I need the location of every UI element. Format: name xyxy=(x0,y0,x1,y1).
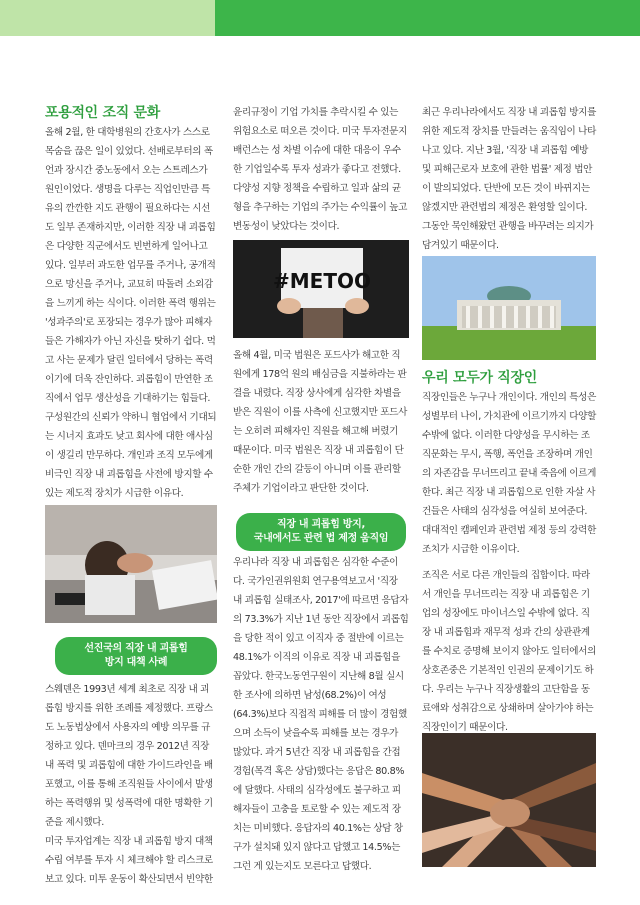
metoo-sign-text: #METOO xyxy=(273,269,371,293)
badge-line-2: 국내에서도 관련 법 제정 움직임 xyxy=(253,533,389,544)
column-2-mid xyxy=(233,346,409,498)
paragraph-intro: 올해 2월, 한 대학병원의 간호사가 스스로 목숨을 끊은 일이 있었다. 선배로부터의 폭언과 장시간 중노동에서 오는 스트레스가 원인이었다. 생명을 다루는 직업인만큼 특유의 깐깐한 지도 관행이 필요하다는 시선도 일부 존재하지만, 이러한 직장 내 괴롭힘은 다양한 직군에서도 빈번하게 일어나고 있다. 일부러 과도한 업무를 주거나, 공개적으로 망신을 주거나, 교묘히 따돌려 소외감을 느끼게 하는 식이다. 이러한 폭력 행위는 '성과주의'로 포장되는 경우가 많아 피해자들은 가해자가 아닌 자신을 탓하기 쉽다. 먹고 사는 문제가 달린 일터에서 당하는 폭력이기에 더욱 잔인하다. 괴롭힘이 만연한 조직에서 업무 생산성을 기대하기는 힘들다. 구성원간의 신뢰가 약하니 협업에서 기대되는 시너지 효과도 낮고 회사에 대한 애사심이 생길리 만무하다. 개인과 조직 모두에게 비극인 직장 내 괴롭힘을 사전에 방지할 수 있는 제도적 장치가 시급한 이유다. xyxy=(45,127,217,499)
paragraph-diversity: 직장인들은 누구나 개인이다. 개인의 특성은 성별부터 나이, 가치관에 이르기까지 다양할 수밖에 없다. 이러한 다양성을 무시하는 조직문화는 무시, 폭행, 폭언을 조장하며 개인의 자존감을 무너뜨리고 끝내 죽음에 이르게 한다. 최근 직장 내 괴롭힘으로 인한 자살 사건들은 사태의 심각성을 여실히 보여준다. 대대적인 캠페인과 관련법 제정 등의 강력한 조치가 시급한 이유이다. xyxy=(422,392,597,555)
paragraph-korea-movement: 최근 우리나라에서도 직장 내 괴롭힘 방지를 위한 제도적 장치를 만들려는 움직임이 나타나고 있다. 지난 3월, '직장 내 괴롭힘 예방 및 피해근로자 보호에 관한 법률' 제정 법안이 발의되었다. 단반에 모든 것이 바뀌지는 않겠지만 관련법의 제정은 환영할 일이다. 그동안 묵인해왔던 관행을 바꾸려는 의지가 담겨있기 때문이다. xyxy=(422,107,597,251)
column-2 xyxy=(233,103,409,236)
section-heading-inclusive-culture: 포용적인 조직 문화 xyxy=(45,105,160,121)
badge-line-2: 방지 대책 사례 xyxy=(104,657,168,668)
column-1 xyxy=(45,103,217,503)
badge-domestic-law xyxy=(236,513,406,551)
column-2-lower xyxy=(233,553,409,876)
section-heading-everyone-worker: 우리 모두가 직장인 xyxy=(422,370,537,386)
badge-foreign-cases xyxy=(55,637,217,675)
metoo-sign-photo xyxy=(233,240,409,338)
paragraph-ford-case: 올해 4월, 미국 법원은 포드사가 해고한 직원에게 178억 원의 배심금을 지불하라는 판결을 내렸다. 직장 상사에게 심각한 차별을 받은 직원이 이를 사측에 신고했지만 포드사는 오히려 피해자인 직원을 해고해 버렸기 때문이다. 미국 법원은 직장 내 괴롭힘이 단순한 개인 간의 갈등이 아니며 이를 관리할 주체가 기업이라고 판단한 것이다. xyxy=(233,350,408,494)
top-band-light xyxy=(0,0,215,36)
stressed-worker-photo xyxy=(45,505,217,623)
paragraph-domestic-stats: 우리나라 직장 내 괴롭힘은 심각한 수준이다. 국가인권위원회 연구용역보고서 '직장 내 괴롭힘 실태조사, 2017'에 따르면 응답자의 73.3%가 지난 1년 동안 직장에서 괴롭힘을 당한 적이 있고 이직자 중 절반에 이르는 48.1%가 이직의 이유로 직장 내 괴롭힘을 꼽았다. 한국노동연구원이 지난해 8월 실시한 조사에 의하면 남성(68.2%)이 여성(64.3%)보다 직접적 피해를 더 많이 경험했으며 소득이 낮을수록 피해를 보는 경우가 많았다. 과거 5년간 직장 내 괴롭힘을 간접경험(목격 혹은 상담)했다는 응답은 80.8%에 달했다. 사태의 심각성에도 불구하고 피해자들이 고충을 토로할 수 있는 제도적 장치는 미비했다. 응답자의 40.1%는 상담 창구가 설치돼 있지 않다고 답했고 14.5%는 그런 게 있는지도 모른다고 답했다. xyxy=(233,557,409,872)
paragraph-foreign-cases: 스웨덴은 1993년 세계 최초로 직장 내 괴롭힘 방지를 위한 조례를 제정했다. 프랑스도 노동법상에서 사용자의 예방 의무를 규정하고 있다. 덴마크의 경우 2012년 직장 내 폭력 및 괴롭힘에 대한 가이드라인을 배포했고, 이를 통해 조직원들 사이에서 발생하는 폭력행위 및 성폭력에 대한 명확한 기준을 제시했다. xyxy=(45,684,213,828)
badge-line-1: 직장 내 괴롭힘 방지, xyxy=(277,519,365,530)
paragraph-us-investment: 미국 투자업계는 직장 내 괴롭힘 방지 대책 수립 여부를 투자 시 체크해야 할 리스크로 보고 있다. 미투 운동이 확산되면서 빈약한 xyxy=(45,836,213,885)
stacked-hands-photo xyxy=(422,733,596,867)
paragraph-mutual-respect: 조직은 서로 다른 개인들의 집합이다. 따라서 개인을 무너뜨리는 직장 내 괴롭힘은 기업의 성장에도 마이너스일 수밖에 없다. 직장 내 괴롭힘과 재무적 성과 간의 상관관계를 수치로 증명해 보이지 않아도 일터에서의 상호존중은 기본적인 인권의 문제이기도 하다. 우리는 누구나 직장생활의 고단함을 동료애와 성취감으로 상쇄하며 살아가야 하는 직장인이기 때문이다. xyxy=(422,570,597,733)
column-3 xyxy=(422,103,596,255)
column-3-lower xyxy=(422,566,596,737)
paragraph-investment-value: 윤리규정이 기업 가치를 추락시킬 수 있는 위험요소로 떠오른 것이다. 미국 투자전문지 배런스는 성 차별 이슈에 대한 대응이 우수한 기업일수록 투자 성과가 좋다고 전했다. 다양성 지향 정책을 수립하고 일과 삶의 균형을 추구하는 기업의 주가는 수익률이 높고 변동성이 낮았다는 것이다. xyxy=(233,107,408,232)
column-1-lower xyxy=(45,680,217,889)
badge-line-1: 선진국의 직장 내 괴롭힘 xyxy=(84,643,188,654)
top-band-green xyxy=(215,0,640,36)
column-3-mid xyxy=(422,368,596,559)
national-assembly-photo xyxy=(422,256,596,360)
